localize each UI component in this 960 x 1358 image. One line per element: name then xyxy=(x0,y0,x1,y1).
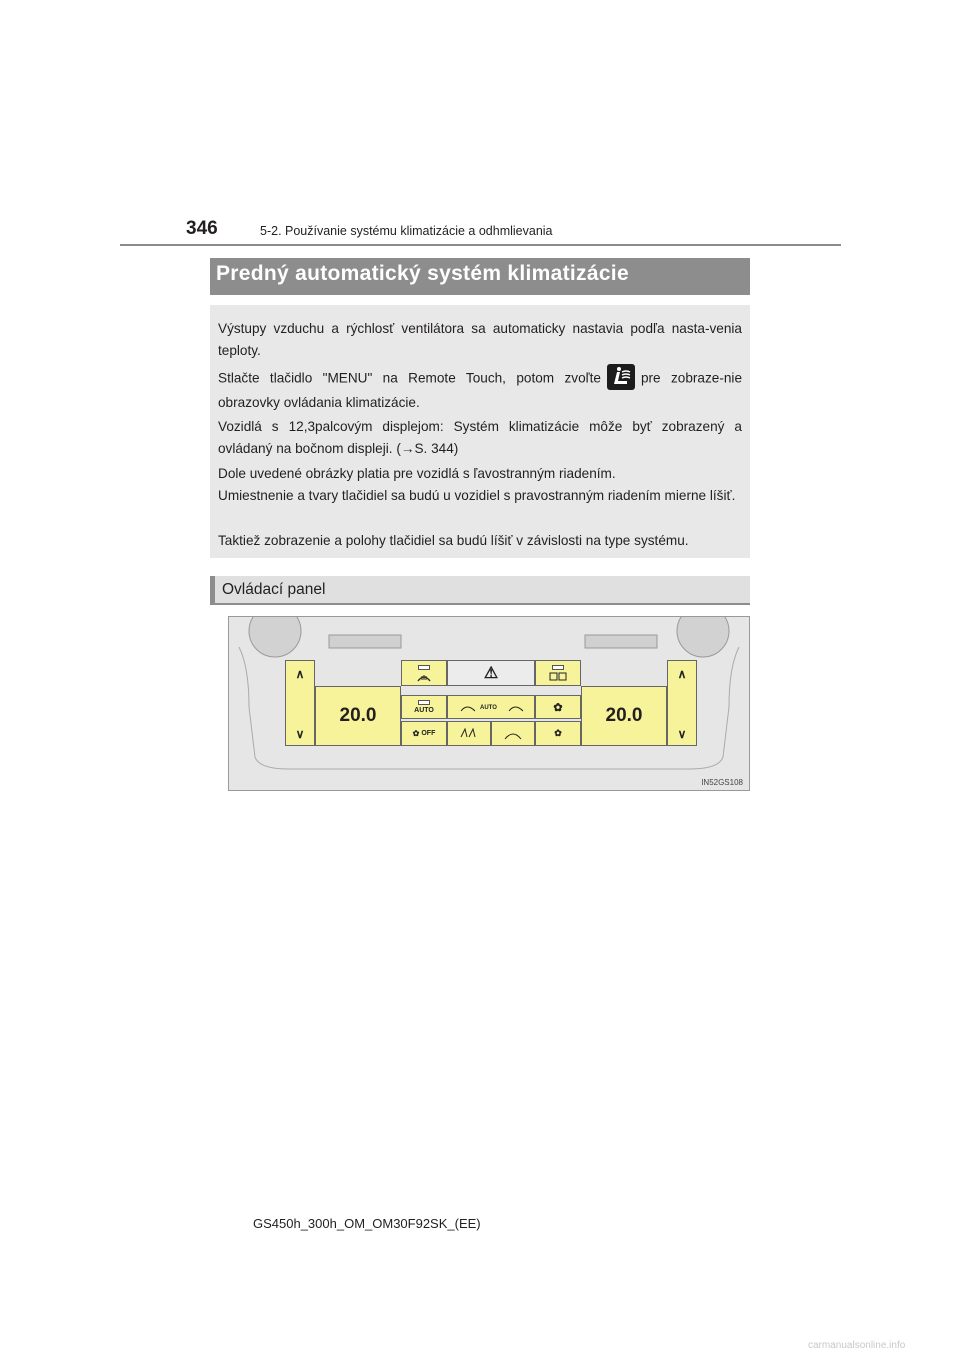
right-temp-value: 20.0 xyxy=(605,705,643,726)
off-label: OFF xyxy=(421,730,436,737)
illustration-code: IN52GS108 xyxy=(701,778,743,787)
auto-button[interactable] xyxy=(401,695,447,719)
intro-paragraph-6: Taktiež zobrazenie a polohy tlačidiel sa budú líšiť v závislosti na type systému. xyxy=(218,533,689,548)
recirculation-auto-button[interactable] xyxy=(447,695,535,719)
left-temp-down-button[interactable] xyxy=(285,717,315,746)
auto-small-label: AUTO xyxy=(480,705,497,711)
chevron-down-icon: ∨ xyxy=(295,727,305,741)
chevron-up-icon-right: ∧ xyxy=(677,667,687,681)
rear-defrost-button[interactable] xyxy=(535,660,581,686)
chevron-up-icon: ∧ xyxy=(295,667,305,681)
front-defrost-icon xyxy=(417,672,431,682)
sub-heading: Ovládací panel xyxy=(222,581,326,598)
control-panel-illustration xyxy=(228,616,750,791)
auto-label: AUTO xyxy=(414,706,434,714)
air-mode-icon xyxy=(459,727,479,741)
mode-button[interactable] xyxy=(447,721,491,746)
watermark: carmanualsonline.info xyxy=(808,1340,906,1351)
left-temp-value: 20.0 xyxy=(339,705,377,726)
intro-paragraph-5: Umiestnenie a tvary tlačidiel sa budú u vozidiel s pravostranným riadením mierne líšiť. xyxy=(218,488,736,503)
intro-paragraph-4: Dole uvedené obrázky platia pre vozidlá s ľavostranným riadením. xyxy=(218,466,616,481)
mode-defrost-button[interactable] xyxy=(491,721,535,746)
rear-defrost-icon xyxy=(549,672,567,682)
header-rule xyxy=(120,244,841,246)
intro-paragraph-2 xyxy=(218,366,742,414)
fan-small-icon: ✿ xyxy=(412,729,420,738)
front-defrost-button[interactable] xyxy=(401,660,447,686)
fan-off-button[interactable] xyxy=(401,721,447,746)
intro-paragraph-2-before: Stlačte tlačidlo "MENU" na Remote Touch, potom zvoľte xyxy=(218,370,601,386)
intro-paragraph-2-after: pre zobraze-nie obrazovky ovládania klimatizácie. xyxy=(218,370,743,410)
fan-down-icon: ✿ xyxy=(554,728,562,738)
page-number: 346 xyxy=(186,218,218,239)
hazard-icon: ⚠ xyxy=(483,665,499,682)
hazard-button[interactable] xyxy=(447,660,535,686)
fan-icon: ✿ xyxy=(553,701,563,714)
sub-heading-mark xyxy=(210,576,215,605)
air-mode-defrost-icon xyxy=(503,727,523,741)
main-heading: Predný automatický systém klimatizácie xyxy=(216,262,629,285)
right-temp-display xyxy=(581,686,667,746)
document-code: GS450h_300h_OM_OM30F92SK_(EE) xyxy=(253,1216,481,1231)
fan-down-button[interactable] xyxy=(535,721,581,746)
intro-paragraph-3: Vozidlá s 12,3palcovým displejom: Systém klimatizácie môže byť zobrazený a ovládaný na bočnom displeji. (→S. 344) xyxy=(218,419,742,456)
intro-paragraph-1: Výstupy vzduchu a rýchlosť ventilátora sa automaticky nastavia podľa nasta-venia teploty. xyxy=(218,321,742,358)
left-temp-display xyxy=(315,686,401,746)
right-temp-down-button[interactable] xyxy=(667,717,697,746)
seat-airflow-icon xyxy=(607,364,635,390)
chevron-down-icon-right: ∨ xyxy=(677,727,687,741)
section-title: 5-2. Používanie systému klimatizácie a odhmlievania xyxy=(260,224,553,238)
fan-up-button[interactable] xyxy=(535,695,581,719)
